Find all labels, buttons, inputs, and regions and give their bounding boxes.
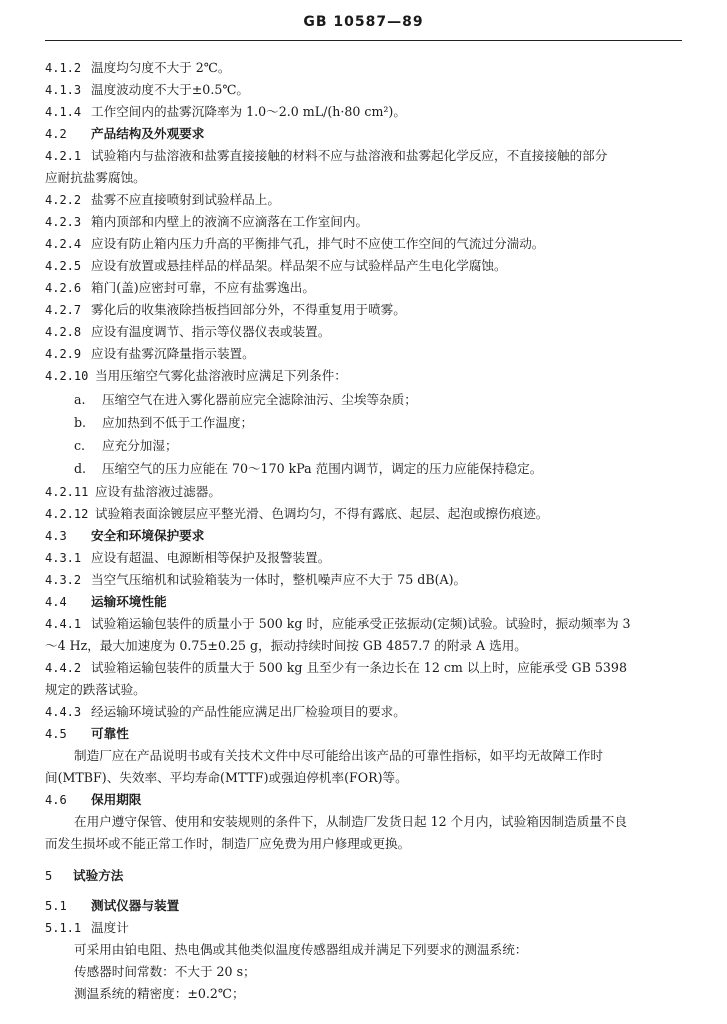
clause-4-1-4 bbox=[45, 102, 687, 122]
list-text: 应加热到不低于工作温度； bbox=[102, 415, 254, 430]
paragraph-indented bbox=[74, 940, 687, 960]
clause-number: 4.2.4 bbox=[45, 237, 82, 251]
clause-continuation bbox=[45, 636, 687, 656]
clause-text: 应设有超温、电源断相等保护及报警装置。 bbox=[91, 550, 331, 565]
list-item-b bbox=[74, 413, 687, 433]
clause-4-2-11 bbox=[45, 482, 687, 502]
clause-number: 4.1.3 bbox=[45, 83, 82, 97]
clause-4-3-2 bbox=[45, 570, 687, 590]
clause-number: 4.2.7 bbox=[45, 303, 82, 317]
clause-5-1-1 bbox=[45, 918, 687, 938]
clause-number: 4.2.11 bbox=[45, 485, 89, 499]
clause-4-2-1 bbox=[45, 146, 687, 166]
section-title: 保用期限 bbox=[91, 792, 142, 807]
paragraph-text: 可采用由铂电阻、热电偶或其他类似温度传感器组成并满足下列要求的测温系统： bbox=[74, 942, 528, 957]
paragraph-text: 传感器时间常数：不大于 20 s； bbox=[74, 964, 256, 979]
list-item-d bbox=[74, 459, 687, 479]
clause-number: 4.4.2 bbox=[45, 661, 82, 675]
clause-text: 应设有防止箱内压力升高的平衡排气孔，排气时不应使工作空间的气流过分湍动。 bbox=[91, 236, 545, 251]
section-number: 4.5 bbox=[45, 727, 67, 741]
clause-number: 4.1.2 bbox=[45, 61, 82, 75]
clause-text: 试验箱内与盐溶液和盐雾直接接触的材料不应与盐溶液和盐雾起化学反应，不直接接触的部分 bbox=[91, 148, 608, 163]
clause-text: 应设有放置或悬挂样品的样品架。样品架不应与试验样品产生电化学腐蚀。 bbox=[91, 258, 507, 273]
paragraph-indented bbox=[74, 812, 687, 832]
clause-text: 温度均匀度不大于 2℃。 bbox=[91, 60, 231, 75]
clause-continuation bbox=[45, 168, 687, 188]
section-heading-4-4 bbox=[45, 592, 687, 612]
clause-4-4-2 bbox=[45, 658, 687, 678]
clause-text: 应设有盐雾沉降量指示装置。 bbox=[91, 346, 255, 361]
clause-text: 当空气压缩机和试验箱装为一体时，整机噪声应不大于 75 dB(A)。 bbox=[91, 572, 467, 587]
list-label: c. bbox=[74, 438, 86, 453]
section-heading-5-1 bbox=[45, 896, 687, 916]
section-number: 4.2 bbox=[45, 127, 67, 141]
clause-number: 4.2.12 bbox=[45, 507, 89, 521]
clause-text: 雾化后的收集液除挡板挡回部分外，不得重复用于喷雾。 bbox=[91, 302, 406, 317]
clause-number: 5.1.1 bbox=[45, 921, 82, 935]
list-item-a bbox=[74, 390, 687, 410]
list-text: 压缩空气在进入雾化器前应完全滤除油污、尘埃等杂质； bbox=[102, 392, 417, 407]
clause-text: 箱门(盖)应密封可靠，不应有盐雾逸出。 bbox=[91, 280, 315, 295]
clause-text: 规定的跌落试验。 bbox=[45, 682, 146, 697]
list-text: 应充分加湿； bbox=[102, 438, 178, 453]
section-heading-4-3 bbox=[45, 526, 687, 546]
clause-number: 4.2.9 bbox=[45, 347, 82, 361]
clause-4-2-12 bbox=[45, 504, 687, 524]
clause-4-2-2 bbox=[45, 190, 687, 210]
clause-number: 4.2.1 bbox=[45, 149, 82, 163]
clause-4-2-8 bbox=[45, 322, 687, 342]
clause-text: 应耐抗盐雾腐蚀。 bbox=[45, 170, 146, 185]
list-label: d. bbox=[74, 461, 87, 476]
paragraph-text: 制造厂应在产品说明书或有关技术文件中尽可能给出该产品的可靠性指标，如平均无故障工作时 bbox=[74, 748, 603, 763]
clause-number: 4.2.6 bbox=[45, 281, 82, 295]
clause-text: 经运输环境试验的产品性能应满足出厂检验项目的要求。 bbox=[91, 704, 406, 719]
clause-4-2-9 bbox=[45, 344, 687, 364]
section-title: 产品结构及外观要求 bbox=[91, 126, 205, 141]
paragraph-text: 测温系统的精密度：±0.2℃； bbox=[74, 986, 245, 1001]
clause-text: 试验箱运输包装件的质量大于 500 kg 且至少有一条边长在 12 cm 以上时，应能承受 GB 5398 bbox=[91, 660, 627, 675]
clause-text: 工作空间内的盐雾沉降率为 1.0～2.0 mL/(h·80 cm²)。 bbox=[91, 104, 406, 119]
list-label: a. bbox=[74, 392, 86, 407]
clause-text: 温度波动度不大于±0.5℃。 bbox=[91, 82, 250, 97]
section-heading-4-5 bbox=[45, 724, 687, 744]
clause-number: 4.2.10 bbox=[45, 369, 89, 383]
clause-number: 4.4.3 bbox=[45, 705, 82, 719]
clause-number: 4.2.3 bbox=[45, 215, 82, 229]
paragraph-continuation bbox=[45, 834, 687, 854]
clause-number: 4.3.2 bbox=[45, 573, 82, 587]
clause-4-2-5 bbox=[45, 256, 687, 276]
clause-text: 试验箱运输包装件的质量小于 500 kg 时，应能承受正弦振动(定频)试验。试验时，振动频率为 3 bbox=[91, 616, 631, 631]
paragraph-text: 在用户遵守保管、使用和安装规则的条件下，从制造厂发货日起 12 个月内，试验箱因制造质量不良 bbox=[74, 814, 627, 829]
paragraph-continuation bbox=[45, 768, 687, 788]
chapter-title: 试验方法 bbox=[73, 868, 124, 883]
clause-number: 4.2.2 bbox=[45, 193, 82, 207]
section-title: 测试仪器与装置 bbox=[91, 898, 180, 913]
requirement-line bbox=[74, 984, 687, 1004]
clause-text: ～4 Hz，最大加速度为 0.75±0.25 g，振动持续时间按 GB 4857.7 的附录 A 选用。 bbox=[45, 638, 527, 653]
list-label: b. bbox=[74, 415, 87, 430]
section-number: 4.6 bbox=[45, 793, 67, 807]
chapter-heading-5 bbox=[45, 866, 687, 886]
section-number: 4.3 bbox=[45, 529, 67, 543]
section-heading-4-6 bbox=[45, 790, 687, 810]
list-text: 压缩空气的压力应能在 70～170 kPa 范围内调节，调定的压力应能保持稳定。 bbox=[102, 461, 543, 476]
clause-text: 箱内顶部和内壁上的液滴不应滴落在工作室间内。 bbox=[91, 214, 369, 229]
clause-number: 4.3.1 bbox=[45, 551, 82, 565]
clause-4-3-1 bbox=[45, 548, 687, 568]
clause-4-2-6 bbox=[45, 278, 687, 298]
section-number: 4.4 bbox=[45, 595, 67, 609]
clause-text: 盐雾不应直接喷射到试验样品上。 bbox=[91, 192, 280, 207]
clause-continuation bbox=[45, 680, 687, 700]
clause-text: 当用压缩空气雾化盐溶液时应满足下列条件： bbox=[95, 368, 347, 383]
clause-4-4-3 bbox=[45, 702, 687, 722]
clause-number: 4.2.8 bbox=[45, 325, 82, 339]
chapter-number: 5 bbox=[45, 869, 53, 883]
paragraph-text: 间(MTBF)、失效率、平均寿命(MTTF)或强迫停机率(FOR)等。 bbox=[45, 770, 408, 785]
clause-4-4-1 bbox=[45, 614, 687, 634]
clause-text: 应设有盐溶液过滤器。 bbox=[95, 484, 221, 499]
clause-4-2-10 bbox=[45, 366, 687, 386]
section-title: 运输环境性能 bbox=[91, 594, 167, 609]
clause-4-1-2 bbox=[45, 58, 687, 78]
clause-text: 温度计 bbox=[91, 920, 129, 935]
header-rule bbox=[45, 40, 682, 41]
clause-text: 应设有温度调节、指示等仪器仪表或装置。 bbox=[91, 324, 331, 339]
section-title: 可靠性 bbox=[91, 726, 129, 741]
requirement-line bbox=[74, 962, 687, 982]
clause-number: 4.4.1 bbox=[45, 617, 82, 631]
clause-text: 试验箱表面涂镀层应平整光滑、色调均匀，不得有露底、起层、起泡或擦伤痕迹。 bbox=[95, 506, 549, 521]
paragraph-indented bbox=[74, 746, 687, 766]
clause-number: 4.2.5 bbox=[45, 259, 82, 273]
section-heading-4-2 bbox=[45, 124, 687, 144]
clause-4-2-7 bbox=[45, 300, 687, 320]
section-title: 安全和环境保护要求 bbox=[91, 528, 205, 543]
clause-4-1-3 bbox=[45, 80, 687, 100]
clause-4-2-3 bbox=[45, 212, 687, 232]
paragraph-text: 而发生损坏或不能正常工作时，制造厂应免费为用户修理或更换。 bbox=[45, 836, 411, 851]
clause-4-2-4 bbox=[45, 234, 687, 254]
clause-number: 4.1.4 bbox=[45, 105, 82, 119]
section-number: 5.1 bbox=[45, 899, 67, 913]
list-item-c bbox=[74, 436, 687, 456]
page-header-standard-code: GB 10587—89 bbox=[303, 14, 424, 30]
